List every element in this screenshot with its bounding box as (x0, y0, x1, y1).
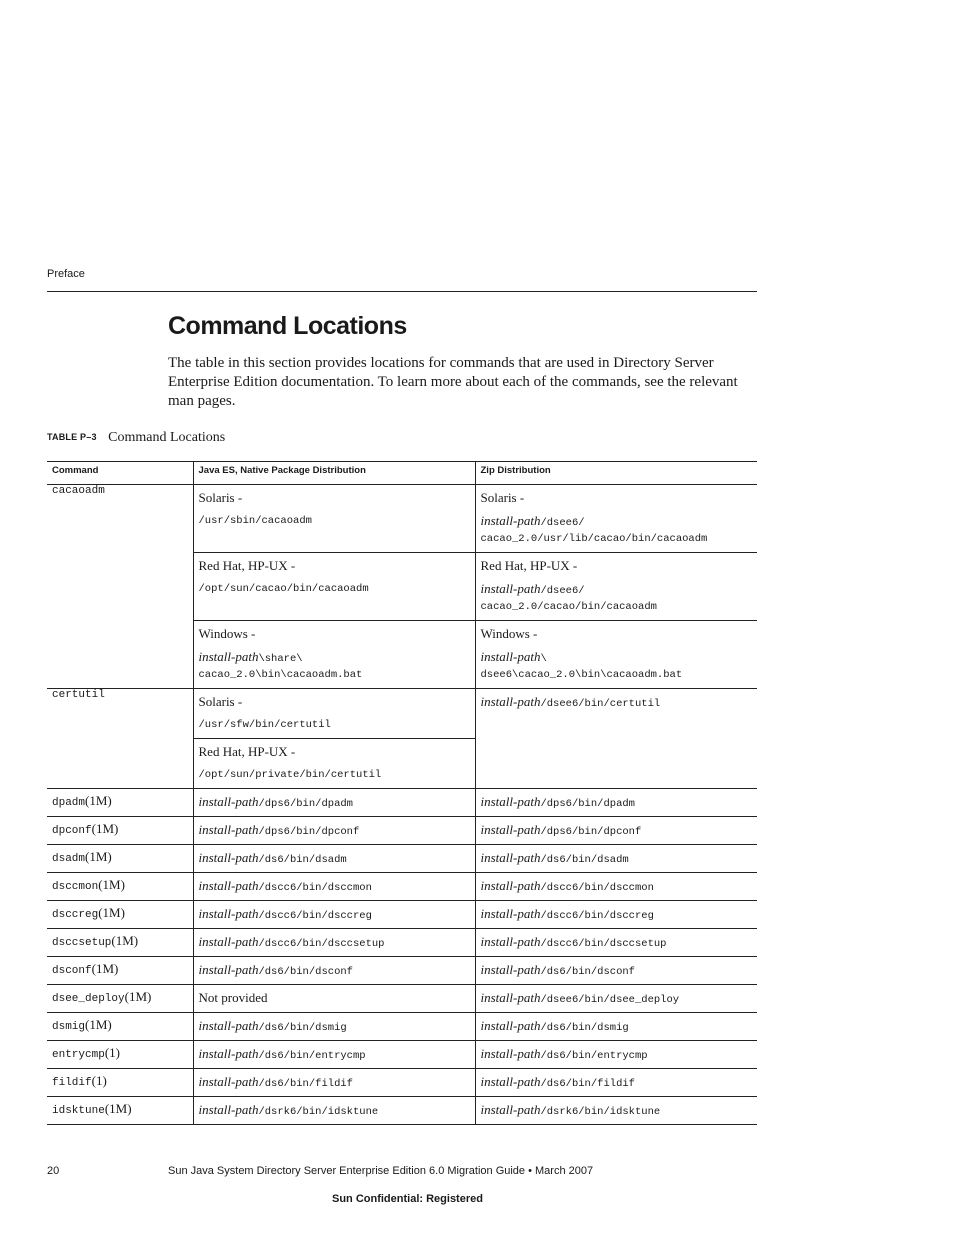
install-path: install-path (198, 962, 259, 977)
zip-cell (475, 1041, 757, 1069)
path (199, 1013, 470, 1036)
command-cell (47, 789, 193, 817)
command-name: dsccsetup (52, 937, 112, 949)
table-caption-label: TABLE P–3 (47, 432, 97, 442)
java-es-cell (193, 901, 475, 929)
command-name: dsadm (52, 853, 86, 865)
path-rest: /dscc6/bin/dsccsetup (540, 938, 667, 950)
path: /opt/sun/cacao/bin/cacaoadm (198, 583, 369, 595)
install-path: install-path (480, 822, 541, 837)
install-path: install-path (480, 513, 541, 528)
install-path: install-path (480, 934, 541, 949)
path (199, 901, 470, 924)
command-cell (47, 1069, 193, 1097)
command-cell (47, 985, 193, 1013)
path-rest: /dsee6/bin/dsee_deploy (540, 994, 680, 1006)
path (481, 817, 753, 840)
install-path: install-path (480, 794, 541, 809)
man-section: (1) (91, 1073, 107, 1088)
install-path: install-path (198, 1018, 259, 1033)
table-row (47, 1097, 757, 1125)
command-locations-table (47, 461, 757, 1125)
install-path: install-path (198, 649, 259, 664)
path-rest: /dps6/bin/dpconf (258, 826, 360, 838)
page-number: 20 (47, 1165, 60, 1177)
install-path: install-path (198, 1102, 259, 1117)
path (199, 929, 470, 952)
install-path: install-path (480, 1102, 541, 1117)
install-path: install-path (480, 962, 541, 977)
path-rest: \ dsee6\cacao_2.0\bin\cacaoadm.bat (480, 653, 683, 681)
command-cell (47, 901, 193, 929)
path-rest: /dps6/bin/dpadm (540, 798, 635, 810)
table-row (47, 1041, 757, 1069)
install-path: install-path (198, 934, 259, 949)
path-rest: /dsee6/ cacao_2.0/cacao/bin/cacaoadm (480, 585, 657, 613)
command-cell (47, 873, 193, 901)
man-section: (1M) (91, 961, 119, 976)
path-rest: /ds6/bin/dsmig (540, 1022, 629, 1034)
java-es-cell (193, 1041, 475, 1069)
command-name: dsconf (52, 965, 92, 977)
path (199, 1041, 470, 1064)
man-section: (1M) (85, 793, 112, 808)
install-path: install-path (198, 794, 259, 809)
command-name: dsccreg (52, 909, 99, 921)
install-path: install-path (198, 878, 259, 893)
java-es-cell (193, 621, 475, 689)
table-row (47, 689, 757, 739)
man-section: (1) (104, 1045, 120, 1060)
path-rest: /ds6/bin/fildif (540, 1078, 635, 1090)
table-row (47, 957, 757, 985)
command-cell (47, 1097, 193, 1125)
footer-doc-title: Sun Java System Directory Server Enterprise Edition 6.0 Migration Guide • March 2007 (168, 1165, 594, 1177)
java-es-cell (193, 957, 475, 985)
install-path: install-path (480, 1046, 541, 1061)
zip-cell (475, 901, 757, 929)
install-path: install-path (480, 1074, 541, 1089)
install-path: install-path (480, 649, 541, 664)
path (481, 1013, 753, 1036)
command-name: idsktune (52, 1105, 105, 1117)
path-rest: /dsrk6/bin/idsktune (540, 1106, 661, 1118)
zip-cell (475, 789, 757, 817)
command-name: fildif (52, 1077, 92, 1089)
install-path: install-path (480, 906, 541, 921)
path-rest: /dscc6/bin/dsccreg (258, 910, 372, 922)
install-path: install-path (198, 850, 259, 865)
header-rule (47, 291, 757, 292)
man-section: (1M) (98, 877, 125, 892)
table-row (47, 817, 757, 845)
java-es-cell (193, 873, 475, 901)
os-label: Windows - (198, 626, 256, 641)
command-name: dsee_deploy (52, 993, 125, 1005)
zip-cell (475, 689, 757, 789)
install-path: install-path (480, 878, 541, 893)
path-rest: /dscc6/bin/dsccsetup (258, 938, 385, 950)
path (481, 985, 753, 1008)
intro-paragraph: The table in this section provides locations for commands that are used in Directory Server Enterprise Edition documentation. To learn more about each of the commands, see the relevant man pages. (168, 355, 738, 409)
command-name: dsccmon (52, 881, 99, 893)
install-path: install-path (480, 990, 541, 1005)
path-rest: \share\ cacao_2.0\bin\cacaoadm.bat (198, 653, 363, 681)
man-section: (1M) (111, 933, 139, 948)
path (481, 642, 753, 688)
java-es-cell (193, 485, 475, 553)
path: /usr/sbin/cacaoadm (198, 515, 312, 527)
table-row (47, 1069, 757, 1097)
command-cell (47, 929, 193, 957)
table-row (47, 929, 757, 957)
path-rest: /dps6/bin/dpadm (258, 798, 353, 810)
man-section: (1M) (104, 1101, 132, 1116)
path (199, 1069, 470, 1092)
path-rest: /dscc6/bin/dsccreg (540, 910, 654, 922)
zip-cell (475, 957, 757, 985)
path (481, 901, 753, 924)
zip-cell (475, 845, 757, 873)
man-section: (1M) (91, 821, 119, 836)
path-rest: /ds6/bin/dsadm (258, 854, 347, 866)
command-cell (47, 845, 193, 873)
path (481, 929, 753, 952)
path: /opt/sun/private/bin/certutil (198, 769, 382, 781)
page-title: Command Locations (168, 312, 407, 340)
java-es-cell (193, 929, 475, 957)
path (199, 642, 470, 688)
column-header-command: Command (47, 462, 193, 485)
path (481, 1097, 753, 1120)
java-es-cell (193, 789, 475, 817)
install-path: install-path (480, 581, 541, 596)
os-label: Solaris - (198, 694, 243, 709)
path-rest: /dsrk6/bin/idsktune (258, 1106, 379, 1118)
table-row (47, 789, 757, 817)
path (481, 845, 753, 868)
install-path: install-path (198, 1074, 259, 1089)
command-cell (47, 817, 193, 845)
command-name: dpadm (52, 797, 86, 809)
path (481, 1041, 753, 1064)
path-rest: /dps6/bin/dpconf (540, 826, 642, 838)
table-row (47, 1013, 757, 1041)
zip-cell (475, 985, 757, 1013)
command-name: dsmig (52, 1021, 86, 1033)
path-rest: /dsee6/bin/certutil (540, 698, 661, 710)
os-label: Red Hat, HP-UX - (198, 558, 296, 573)
table-caption (47, 430, 225, 446)
zip-cell (475, 553, 757, 621)
java-es-cell (193, 817, 475, 845)
path (481, 873, 753, 896)
os-label: Windows - (480, 626, 538, 641)
install-path: install-path (480, 694, 541, 709)
table-row (47, 873, 757, 901)
os-label: Red Hat, HP-UX - (198, 744, 296, 759)
java-es-cell (193, 553, 475, 621)
zip-cell (475, 817, 757, 845)
path-rest: /dscc6/bin/dsccmon (540, 882, 654, 894)
command-name: dpconf (52, 825, 92, 837)
path-rest: /ds6/bin/dsadm (540, 854, 629, 866)
path (481, 506, 753, 552)
path (481, 1069, 753, 1092)
zip-cell (475, 485, 757, 553)
path-rest: /ds6/bin/dsconf (540, 966, 635, 978)
command-name: entrycmp (52, 1049, 105, 1061)
path-rest: /ds6/bin/dsconf (258, 966, 353, 978)
command-name: certutil (52, 689, 105, 701)
install-path: install-path (198, 1046, 259, 1061)
man-section: (1M) (98, 905, 125, 920)
path (481, 789, 753, 812)
java-es-cell (193, 1097, 475, 1125)
command-name: cacaoadm (52, 485, 105, 497)
command-cell (47, 1013, 193, 1041)
man-section: (1M) (85, 1017, 112, 1032)
os-label: Red Hat, HP-UX - (480, 558, 578, 573)
command-cell (47, 689, 193, 789)
os-label: Solaris - (198, 490, 243, 505)
command-cell (47, 485, 193, 689)
install-path: install-path (198, 906, 259, 921)
zip-cell (475, 1097, 757, 1125)
path-rest: /dsee6/ cacao_2.0/usr/lib/cacao/bin/cacaoadm (480, 517, 708, 545)
running-head: Preface (47, 268, 85, 280)
java-es-cell (193, 1013, 475, 1041)
path (481, 574, 753, 620)
column-header-zip: Zip Distribution (475, 462, 757, 485)
path-rest: /ds6/bin/dsmig (258, 1022, 347, 1034)
os-label: Solaris - (480, 490, 525, 505)
man-section: (1M) (124, 989, 152, 1004)
path (199, 789, 470, 812)
path (199, 957, 470, 980)
java-es-cell (193, 689, 475, 739)
path (481, 689, 753, 712)
path (199, 845, 470, 868)
install-path: install-path (198, 822, 259, 837)
path (199, 1097, 470, 1120)
table-row (47, 845, 757, 873)
command-cell (47, 957, 193, 985)
command-cell (47, 1041, 193, 1069)
path-rest: /ds6/bin/entrycmp (540, 1050, 648, 1062)
zip-cell (475, 1069, 757, 1097)
zip-cell (475, 1013, 757, 1041)
path (199, 873, 470, 896)
install-path: install-path (480, 1018, 541, 1033)
java-es-cell (193, 985, 475, 1013)
zip-cell (475, 621, 757, 689)
confidential-notice: Sun Confidential: Registered (332, 1193, 483, 1205)
table-row (47, 985, 757, 1013)
column-header-java-es: Java ES, Native Package Distribution (193, 462, 475, 485)
zip-cell (475, 873, 757, 901)
java-es-cell (193, 845, 475, 873)
path-rest: /dscc6/bin/dsccmon (258, 882, 372, 894)
path: /usr/sfw/bin/certutil (198, 719, 331, 731)
java-es-cell (193, 1069, 475, 1097)
man-section: (1M) (85, 849, 112, 864)
table-row (47, 485, 757, 553)
not-provided-text: Not provided (198, 990, 268, 1005)
path-rest: /ds6/bin/entrycmp (258, 1050, 366, 1062)
path-rest: /ds6/bin/fildif (258, 1078, 353, 1090)
path (199, 817, 470, 840)
table-row (47, 901, 757, 929)
table-header-row (47, 462, 757, 485)
table-caption-title: Command Locations (108, 430, 226, 445)
zip-cell (475, 929, 757, 957)
path (481, 957, 753, 980)
java-es-cell (193, 739, 475, 789)
install-path: install-path (480, 850, 541, 865)
